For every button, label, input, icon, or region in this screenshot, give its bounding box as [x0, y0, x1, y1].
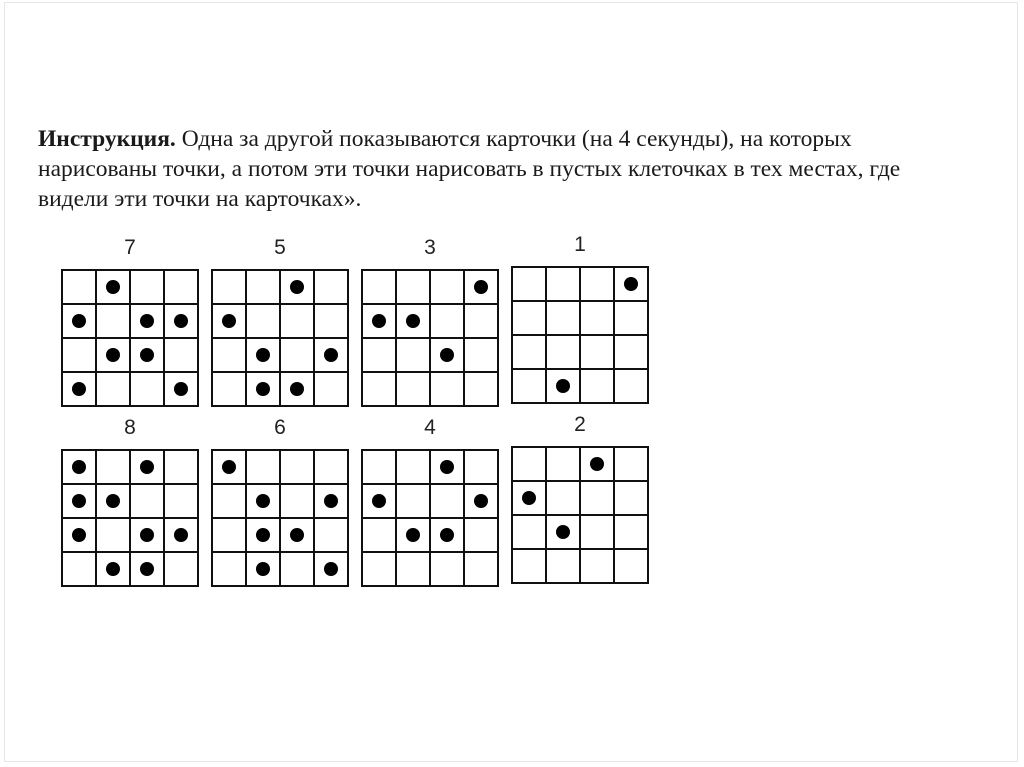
- instruction-text: [38, 124, 998, 214]
- grid-cell: [314, 372, 348, 406]
- dot: [256, 528, 270, 542]
- dot: [72, 460, 86, 474]
- card-3: [362, 236, 498, 406]
- grid-cell: [430, 484, 464, 518]
- grid-cell: [580, 549, 614, 583]
- dot: [140, 348, 154, 362]
- grid-cell: [280, 552, 314, 586]
- dot: [406, 314, 420, 328]
- dot: [590, 457, 604, 471]
- card-1: [512, 233, 648, 403]
- grid-cell: [430, 270, 464, 304]
- grid-cell: [212, 270, 246, 304]
- instruction-lead: Инструкция.: [38, 126, 176, 152]
- card-number-label: 7: [124, 236, 136, 259]
- grid-cell: [512, 369, 546, 403]
- grid-cell: [62, 270, 96, 304]
- grid-cell: [614, 481, 648, 515]
- card-number-label: 3: [424, 236, 436, 259]
- card-2: [512, 413, 648, 583]
- grid-cell: [362, 270, 396, 304]
- grid-cell: [464, 372, 498, 406]
- grid-cell: [546, 481, 580, 515]
- grid-cell: [546, 301, 580, 335]
- grid-cell: [212, 484, 246, 518]
- grid-cell: [614, 335, 648, 369]
- dot: [106, 280, 120, 294]
- grid-cell: [164, 338, 198, 372]
- grid-cell: [512, 515, 546, 549]
- grid-cell: [280, 484, 314, 518]
- dot: [440, 348, 454, 362]
- dot: [290, 528, 304, 542]
- dot: [290, 280, 304, 294]
- dot: [256, 348, 270, 362]
- card-number-label: 5: [274, 236, 286, 259]
- grid-cell: [62, 552, 96, 586]
- grid-cell: [362, 552, 396, 586]
- grid-cell: [96, 518, 130, 552]
- dot: [140, 314, 154, 328]
- grid-cell: [362, 518, 396, 552]
- grid-cell: [512, 267, 546, 301]
- dot: [174, 382, 188, 396]
- dot: [106, 348, 120, 362]
- grid-cell: [580, 481, 614, 515]
- dot: [106, 562, 120, 576]
- card-grid: [361, 269, 499, 407]
- dot: [440, 528, 454, 542]
- dot: [324, 348, 338, 362]
- dot: [474, 280, 488, 294]
- grid-cell: [164, 270, 198, 304]
- grid-cell: [614, 447, 648, 481]
- card-grid: [361, 449, 499, 587]
- dot: [140, 528, 154, 542]
- grid-cell: [580, 335, 614, 369]
- dot: [372, 314, 386, 328]
- grid-cell: [164, 450, 198, 484]
- grid-cell: [164, 552, 198, 586]
- card-4: [362, 416, 498, 586]
- grid-cell: [512, 447, 546, 481]
- card-number-label: 2: [574, 413, 586, 436]
- card-grid: [211, 449, 349, 587]
- grid-cell: [362, 450, 396, 484]
- dot: [256, 382, 270, 396]
- dot: [174, 314, 188, 328]
- grid-cell: [280, 450, 314, 484]
- grid-cell: [546, 549, 580, 583]
- dot: [72, 314, 86, 328]
- instruction-line-1-rest: Одна за другой показываются карточки (на 4 секунды), на которых: [175, 126, 852, 152]
- grid-cell: [314, 270, 348, 304]
- grid-cell: [512, 335, 546, 369]
- grid-cell: [614, 369, 648, 403]
- grid-cell: [314, 518, 348, 552]
- card-5: [212, 236, 348, 406]
- dot: [624, 277, 638, 291]
- grid-cell: [580, 267, 614, 301]
- grid-cell: [512, 301, 546, 335]
- grid-cell: [614, 549, 648, 583]
- dot: [256, 562, 270, 576]
- grid-cell: [464, 450, 498, 484]
- card-grid: [61, 449, 199, 587]
- card-grid: [61, 269, 199, 407]
- instruction-line-2: нарисованы точки, а потом эти точки нарисовать в пустых клеточках в тех местах, где: [38, 156, 901, 182]
- grid-cell: [580, 369, 614, 403]
- grid-cell: [546, 335, 580, 369]
- grid-cell: [614, 301, 648, 335]
- grid-cell: [614, 515, 648, 549]
- grid-cell: [314, 304, 348, 338]
- dot: [222, 460, 236, 474]
- grid-cell: [396, 270, 430, 304]
- card-number-label: 6: [274, 416, 286, 439]
- grid-cell: [430, 372, 464, 406]
- dot: [406, 528, 420, 542]
- dot: [140, 562, 154, 576]
- dot: [556, 525, 570, 539]
- grid-cell: [314, 450, 348, 484]
- dot: [72, 382, 86, 396]
- grid-cell: [164, 484, 198, 518]
- grid-cell: [246, 270, 280, 304]
- card-grid: [511, 446, 649, 584]
- grid-cell: [212, 518, 246, 552]
- dot: [72, 494, 86, 508]
- card-7: [62, 236, 198, 406]
- dot: [324, 562, 338, 576]
- grid-cell: [580, 301, 614, 335]
- grid-cell: [580, 515, 614, 549]
- grid-cell: [430, 552, 464, 586]
- dot: [140, 460, 154, 474]
- card-number-label: 1: [574, 233, 586, 256]
- grid-cell: [396, 372, 430, 406]
- dot: [106, 494, 120, 508]
- grid-cell: [512, 549, 546, 583]
- dot: [556, 379, 570, 393]
- dot: [440, 460, 454, 474]
- grid-cell: [464, 518, 498, 552]
- grid-cell: [396, 552, 430, 586]
- grid-cell: [130, 270, 164, 304]
- grid-cell: [130, 372, 164, 406]
- grid-cell: [396, 450, 430, 484]
- dot: [174, 528, 188, 542]
- grid-cell: [96, 304, 130, 338]
- grid-cell: [212, 552, 246, 586]
- dot: [256, 494, 270, 508]
- grid-cell: [464, 552, 498, 586]
- dot: [522, 491, 536, 505]
- grid-cell: [280, 304, 314, 338]
- grid-cell: [246, 304, 280, 338]
- grid-cell: [430, 304, 464, 338]
- grid-cell: [96, 372, 130, 406]
- instruction-line-1: [38, 124, 998, 154]
- card-number-label: 8: [124, 416, 136, 439]
- grid-cell: [212, 372, 246, 406]
- dot: [222, 314, 236, 328]
- grid-cell: [280, 338, 314, 372]
- grid-cell: [62, 338, 96, 372]
- card-number-label: 4: [424, 416, 436, 439]
- grid-cell: [464, 338, 498, 372]
- grid-cell: [396, 484, 430, 518]
- grid-cell: [96, 450, 130, 484]
- grid-cell: [546, 447, 580, 481]
- dot: [474, 494, 488, 508]
- card-grid: [511, 266, 649, 404]
- grid-cell: [362, 372, 396, 406]
- instruction-line-3: видели эти точки на карточках».: [38, 186, 362, 212]
- grid-cell: [130, 484, 164, 518]
- dot: [72, 528, 86, 542]
- grid-cell: [546, 267, 580, 301]
- grid-cell: [212, 338, 246, 372]
- grid-cell: [246, 450, 280, 484]
- dot: [372, 494, 386, 508]
- dot: [324, 494, 338, 508]
- grid-cell: [362, 338, 396, 372]
- card-6: [212, 416, 348, 586]
- card-8: [62, 416, 198, 586]
- grid-cell: [464, 304, 498, 338]
- grid-cell: [396, 338, 430, 372]
- card-grid: [211, 269, 349, 407]
- dot: [290, 382, 304, 396]
